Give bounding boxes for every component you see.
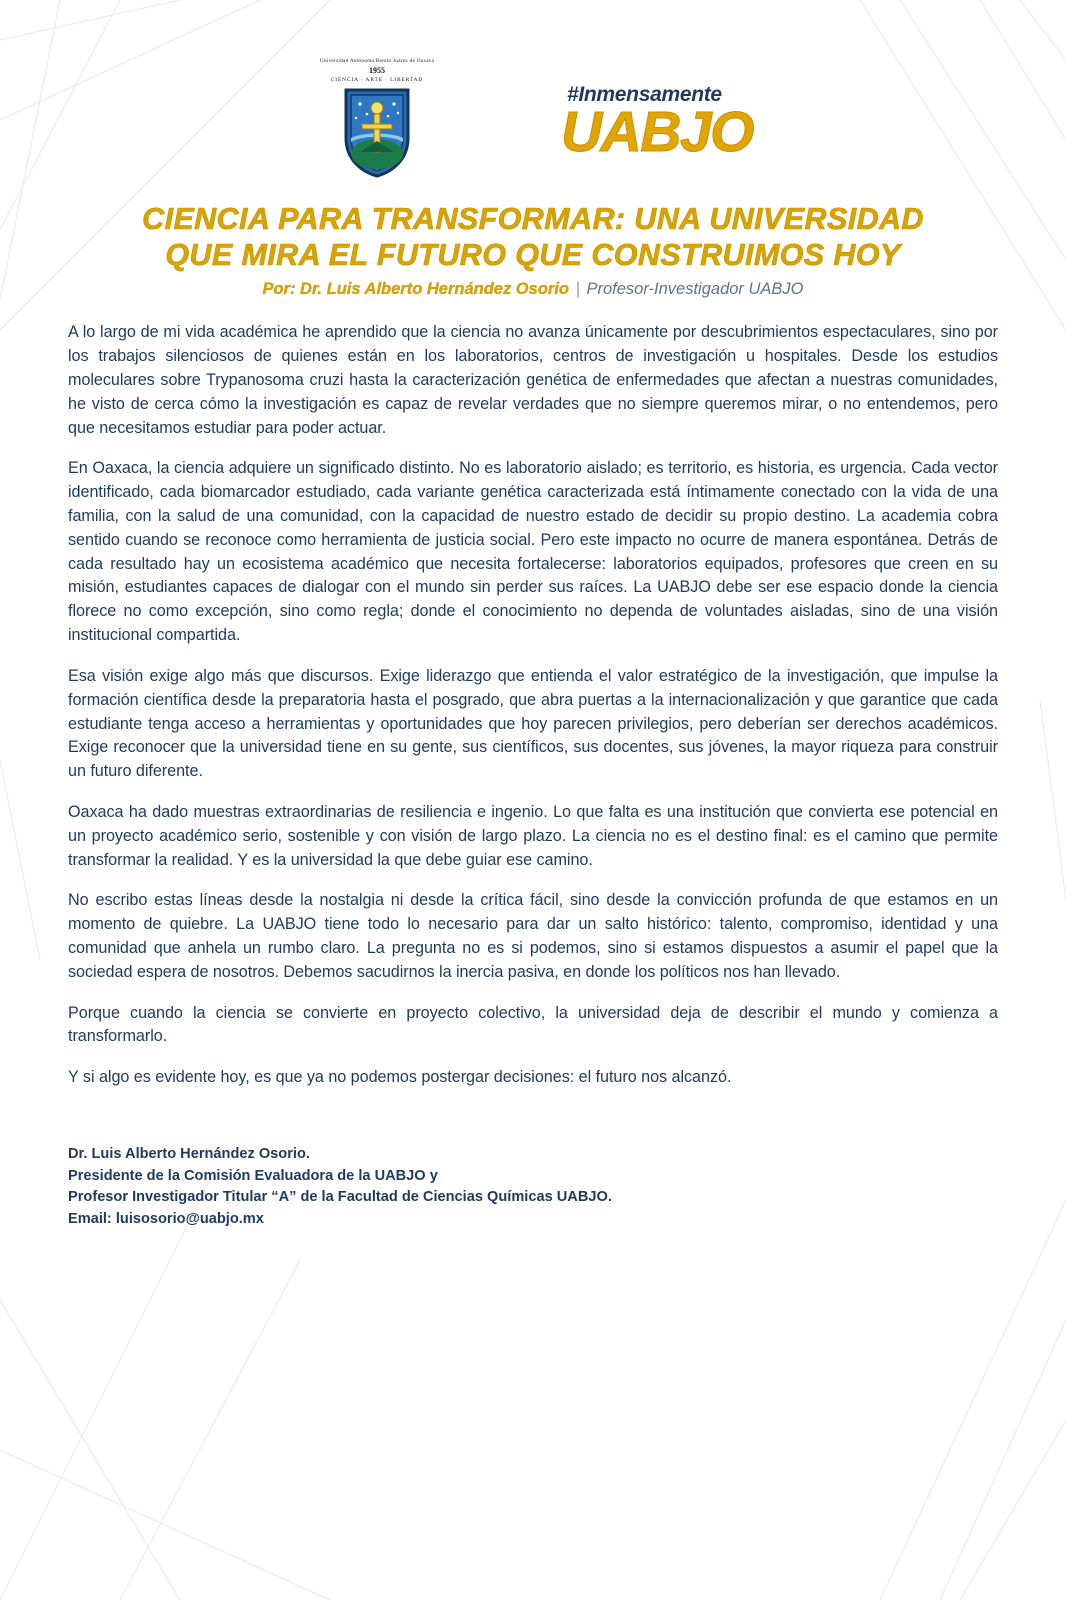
paragraph: Esa visión exige algo más que discursos. Exige liderazgo que entienda el valor estratégico de la investigación, que impulse la formación científica desde la preparatoria hasta el posgrado, que abra puertas a la internacionalización y que garantice que cada estudiante tenga acceso a herramientas y oportunidades que hoy parecen privilegios, pero deberían ser derechos académicos. Exige reconocer que la universidad tiene en su gente, sus científicos, sus docentes, sus jóvenes, la mayor riqueza para construir un futuro diferente. bbox=[68, 666, 998, 781]
signature-email: Email: luisosorio@uabjo.mx bbox=[68, 1210, 264, 1227]
crest-motto: CIENCIA · ARTE · LIBERTAD bbox=[330, 77, 424, 84]
byline-role: Profesor-Investigador UABJO bbox=[586, 280, 804, 299]
signature-block bbox=[68, 1144, 998, 1230]
crest-year: 1955 bbox=[368, 66, 385, 76]
crest-ring-text: Universidad Autónoma Benito Juárez de Oaxaca bbox=[319, 58, 435, 64]
page-title-line-2: QUE MIRA EL FUTURO QUE CONSTRUIMOS HOY bbox=[165, 237, 901, 272]
logo-wordmark: UABJO bbox=[560, 100, 754, 165]
article-body bbox=[68, 321, 998, 1090]
byline-separator: | bbox=[575, 280, 580, 299]
paragraph: Oaxaca ha dado muestras extraordinarias de resiliencia e ingenio. Lo que falta es una institución que convierta ese potencial en un proyecto académico serio, sostenible y con visión de largo plazo. La ciencia no es el destino final: es el camino que permite transformar la realidad. Y es la universidad la que debe guiar ese camino. bbox=[68, 802, 998, 869]
signature-name: Dr. Luis Alberto Hernández Osorio. bbox=[68, 1146, 310, 1163]
byline bbox=[68, 280, 998, 299]
byline-author: Por: Dr. Luis Alberto Hernández Osorio bbox=[262, 280, 569, 299]
signature-position-2: Profesor Investigador Titular “A” de la Facultad de Ciencias Químicas UABJO. bbox=[68, 1189, 612, 1206]
paragraph: Y si algo es evidente hoy, es que ya no podemos postergar decisiones: el futuro nos alcanzó. bbox=[68, 1068, 732, 1087]
logo-hashtag: #Inmensamente bbox=[566, 83, 722, 107]
paragraph: A lo largo de mi vida académica he aprendido que la ciencia no avanza únicamente por descubrimientos espectaculares, sino por los trabajos silenciosos de quienes están en los laboratorios, centros de investigación u hospitales. Desde los estudios moleculares sobre Trypanosoma cruzi hasta la caracterización genética de enfermedades que afectan a nuestras comunidades, he visto de cerca cómo la investigación es capaz de revelar verdades que no siempre queremos mirar, o no entendemos, pero que necesitamos estudiar para poder actuar. bbox=[68, 323, 998, 437]
document-header bbox=[68, 0, 998, 188]
paragraph: Porque cuando la ciencia se convierte en proyecto colectivo, la universidad deja de describir el mundo y comienza a transformarlo. bbox=[68, 1003, 998, 1046]
paragraph: No escribo estas líneas desde la nostalgia ni desde la crítica fácil, sino desde la convicción profunda de que estamos en un momento de quiebre. La UABJO tiene todo lo necesario para dar un salto histórico: talento, compromiso, identidad y una comunidad que anhela un rumbo claro. La pregunta no es si podemos, sino si estamos dispuestos a asumir el papel que la sociedad espera de nosotros. Debemos sacudirnos la inercia pasiva, en donde los políticos nos han llevado. bbox=[68, 891, 998, 981]
signature-position-1: Presidente de la Comisión Evaluadora de la UABJO y bbox=[68, 1167, 438, 1184]
page-title-line-1: CIENCIA PARA TRANSFORMAR: UNA UNIVERSIDAD bbox=[142, 202, 924, 237]
uabjo-logo bbox=[560, 83, 754, 165]
paragraph: En Oaxaca, la ciencia adquiere un significado distinto. No es laboratorio aislado; es territorio, es historia, es urgencia. Cada vector identificado, cada biomarcador estudiado, cada variante genética caracterizada está íntimamente conectado con la vida de una familia, con la salud de una comunidad, con la capacidad de nuestro estado de decidir su propio destino. La academia cobra sentido cuando se reconoce como herramienta de justicia social. Pero este impacto no ocurre de manera espontánea. Detrás de cada resultado hay un ecosistema académico que necesita fortalecerse: laboratorios equipados, profesores que creen en su misión, estudiantes capaces de dialogar con el mundo sin perder sus raíces. La UABJO debe ser ese espacio donde la ciencia florece no como excepción, sino como regla; donde el conocimiento no dependa de voluntades aisladas, sino de una visión institucional compartida. bbox=[68, 459, 998, 645]
title-block bbox=[68, 202, 998, 299]
university-crest bbox=[313, 58, 441, 178]
shield-icon bbox=[342, 86, 412, 178]
